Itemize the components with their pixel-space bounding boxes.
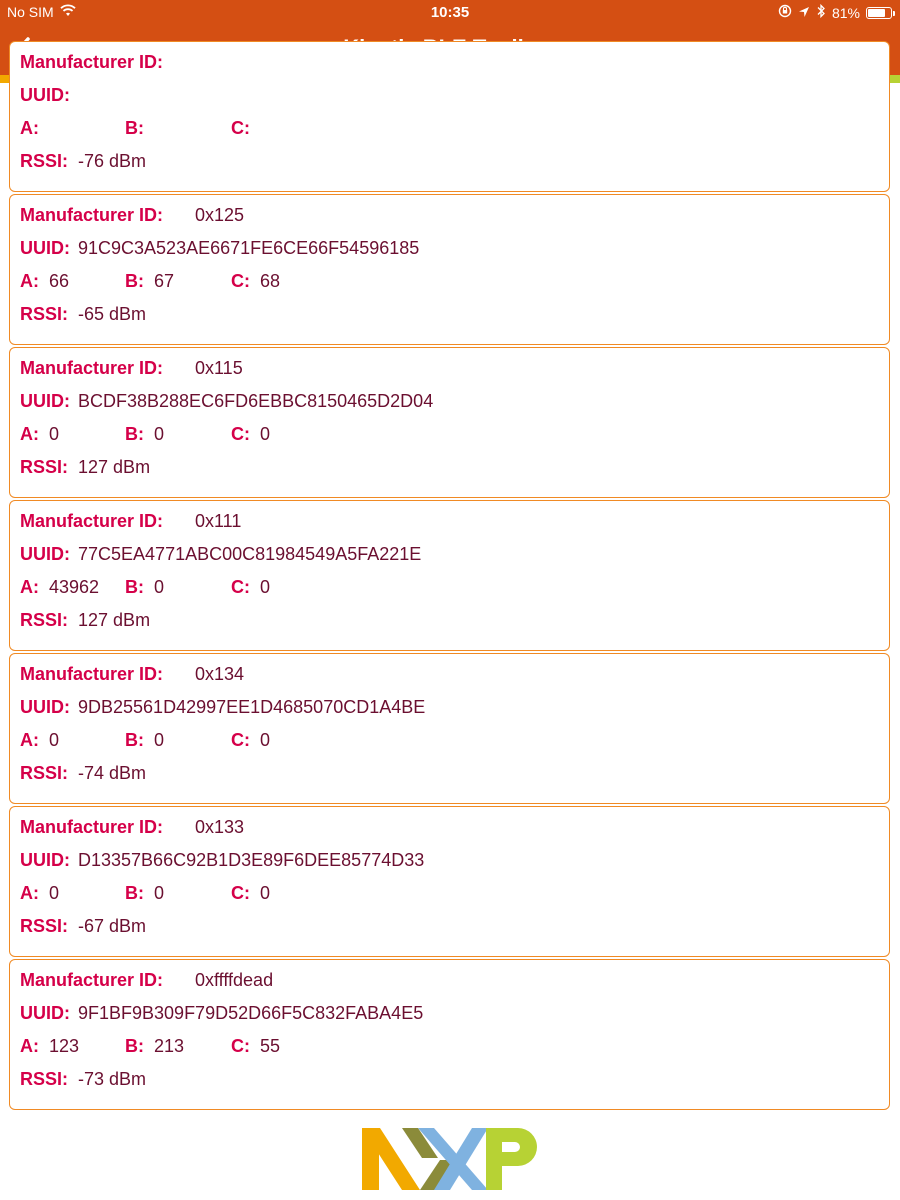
- a-value: 43962: [49, 577, 100, 597]
- uuid-row: [20, 238, 419, 260]
- b-label: B:: [125, 271, 144, 291]
- b-value: 0: [154, 883, 165, 903]
- a-value: 0: [49, 730, 60, 750]
- c-value: 55: [260, 1036, 281, 1056]
- location-arrow-icon: [798, 5, 810, 21]
- beacon-card[interactable]: [9, 806, 890, 957]
- manufacturer-row: [20, 970, 274, 992]
- a-label: A:: [20, 424, 39, 444]
- a-label: A:: [20, 883, 39, 903]
- manufacturer-label: Manufacturer ID:: [20, 205, 164, 225]
- b-value: 0: [154, 577, 165, 597]
- c-value: 0: [260, 577, 271, 597]
- uuid-label: UUID:: [20, 697, 70, 717]
- uuid-value: 9F1BF9B309F79D52D66F5C832FABA4E5: [78, 1003, 424, 1023]
- rssi-row: [20, 151, 146, 173]
- beacon-card[interactable]: [9, 347, 890, 498]
- uuid-value: D13357B66C92B1D3E89F6DEE85774D33: [78, 850, 425, 870]
- manufacturer-label: Manufacturer ID:: [20, 664, 164, 684]
- b-value: 67: [154, 271, 175, 291]
- c-value: 0: [260, 883, 271, 903]
- beacon-card[interactable]: [9, 194, 890, 345]
- rssi-label: RSSI:: [20, 304, 69, 324]
- uuid-label: UUID:: [20, 850, 70, 870]
- rssi-value: -65 dBm: [78, 304, 147, 324]
- c-label: C:: [231, 1036, 250, 1056]
- status-bar: [0, 0, 900, 26]
- uuid-label: UUID:: [20, 544, 70, 564]
- rssi-value: -76 dBm: [78, 151, 147, 171]
- uuid-value: 77C5EA4771ABC00C81984549A5FA221E: [78, 544, 422, 564]
- rssi-row: [20, 457, 150, 479]
- b-value: 213: [154, 1036, 185, 1056]
- b-label: B:: [125, 424, 144, 444]
- rssi-row: [20, 304, 146, 326]
- beacon-card[interactable]: [9, 653, 890, 804]
- rssi-value: -73 dBm: [78, 1069, 147, 1089]
- b-label: B:: [125, 883, 144, 903]
- uuid-value: 91C9C3A523AE6671FE6CE66F54596185: [78, 238, 420, 258]
- uuid-value: 9DB25561D42997EE1D4685070CD1A4BE: [78, 697, 426, 717]
- battery-percent: 81%: [831, 4, 860, 21]
- uuid-row: [20, 391, 433, 413]
- bluetooth-icon: [816, 4, 826, 21]
- a-label: A:: [20, 118, 39, 138]
- c-value: 68: [260, 271, 281, 291]
- beacon-list[interactable]: [0, 52, 900, 1120]
- rssi-label: RSSI:: [20, 610, 69, 630]
- uuid-row: [20, 697, 425, 719]
- uuid-value: BCDF38B288EC6FD6EBBC8150465D2D04: [78, 391, 434, 411]
- uuid-label: UUID:: [20, 1003, 70, 1023]
- manufacturer-row: [20, 52, 163, 74]
- rssi-label: RSSI:: [20, 1069, 69, 1089]
- manufacturer-row: [20, 511, 242, 533]
- a-label: A:: [20, 577, 39, 597]
- c-value: 0: [260, 424, 271, 444]
- beacon-card[interactable]: [9, 41, 890, 192]
- rssi-value: 127 dBm: [78, 457, 151, 477]
- nxp-logo: [360, 1124, 540, 1192]
- uuid-label: UUID:: [20, 391, 70, 411]
- rssi-row: [20, 1069, 146, 1091]
- b-value: 0: [154, 730, 165, 750]
- c-label: C:: [231, 883, 250, 903]
- rssi-label: RSSI:: [20, 763, 69, 783]
- c-label: C:: [231, 730, 250, 750]
- a-label: A:: [20, 730, 39, 750]
- b-label: B:: [125, 730, 144, 750]
- c-label: C:: [231, 118, 250, 138]
- manufacturer-row: [20, 358, 243, 380]
- uuid-row: [20, 850, 424, 872]
- b-value: 0: [154, 424, 165, 444]
- manufacturer-label: Manufacturer ID:: [20, 511, 164, 531]
- manufacturer-value: 0xffffdead: [195, 970, 274, 990]
- b-label: B:: [125, 118, 144, 138]
- manufacturer-value: 0x134: [195, 664, 245, 684]
- rssi-row: [20, 916, 146, 938]
- a-label: A:: [20, 1036, 39, 1056]
- uuid-label: UUID:: [20, 85, 70, 105]
- manufacturer-value: 0x125: [195, 205, 245, 225]
- beacon-card[interactable]: [9, 500, 890, 651]
- manufacturer-row: [20, 205, 245, 227]
- uuid-row: [20, 1003, 423, 1025]
- a-value: 123: [49, 1036, 80, 1056]
- a-value: 0: [49, 883, 60, 903]
- beacon-card[interactable]: [9, 959, 890, 1110]
- manufacturer-label: Manufacturer ID:: [20, 358, 164, 378]
- a-value: 0: [49, 424, 60, 444]
- manufacturer-value: 0x133: [195, 817, 245, 837]
- orientation-lock-icon: [778, 4, 792, 21]
- c-value: 0: [260, 730, 271, 750]
- battery-icon: [866, 7, 892, 19]
- uuid-row: [20, 544, 421, 566]
- a-value: 66: [49, 271, 70, 291]
- manufacturer-row: [20, 817, 245, 839]
- rssi-label: RSSI:: [20, 916, 69, 936]
- c-label: C:: [231, 424, 250, 444]
- uuid-row: [20, 85, 78, 107]
- manufacturer-label: Manufacturer ID:: [20, 817, 164, 837]
- rssi-label: RSSI:: [20, 457, 69, 477]
- rssi-row: [20, 610, 150, 632]
- manufacturer-label: Manufacturer ID:: [20, 52, 164, 72]
- rssi-row: [20, 763, 146, 785]
- rssi-value: -67 dBm: [78, 916, 147, 936]
- rssi-label: RSSI:: [20, 151, 69, 171]
- status-right: [778, 4, 892, 21]
- manufacturer-value: 0x111: [195, 511, 242, 531]
- a-label: A:: [20, 271, 39, 291]
- status-time: 10:35: [430, 4, 470, 21]
- rssi-value: 127 dBm: [78, 610, 151, 630]
- uuid-label: UUID:: [20, 238, 70, 258]
- carrier-label: No SIM: [7, 4, 54, 20]
- b-label: B:: [125, 1036, 144, 1056]
- manufacturer-label: Manufacturer ID:: [20, 970, 164, 990]
- b-label: B:: [125, 577, 144, 597]
- manufacturer-value: 0x115: [195, 358, 243, 378]
- rssi-value: -74 dBm: [78, 763, 147, 783]
- c-label: C:: [231, 271, 250, 291]
- manufacturer-row: [20, 664, 245, 686]
- c-label: C:: [231, 577, 250, 597]
